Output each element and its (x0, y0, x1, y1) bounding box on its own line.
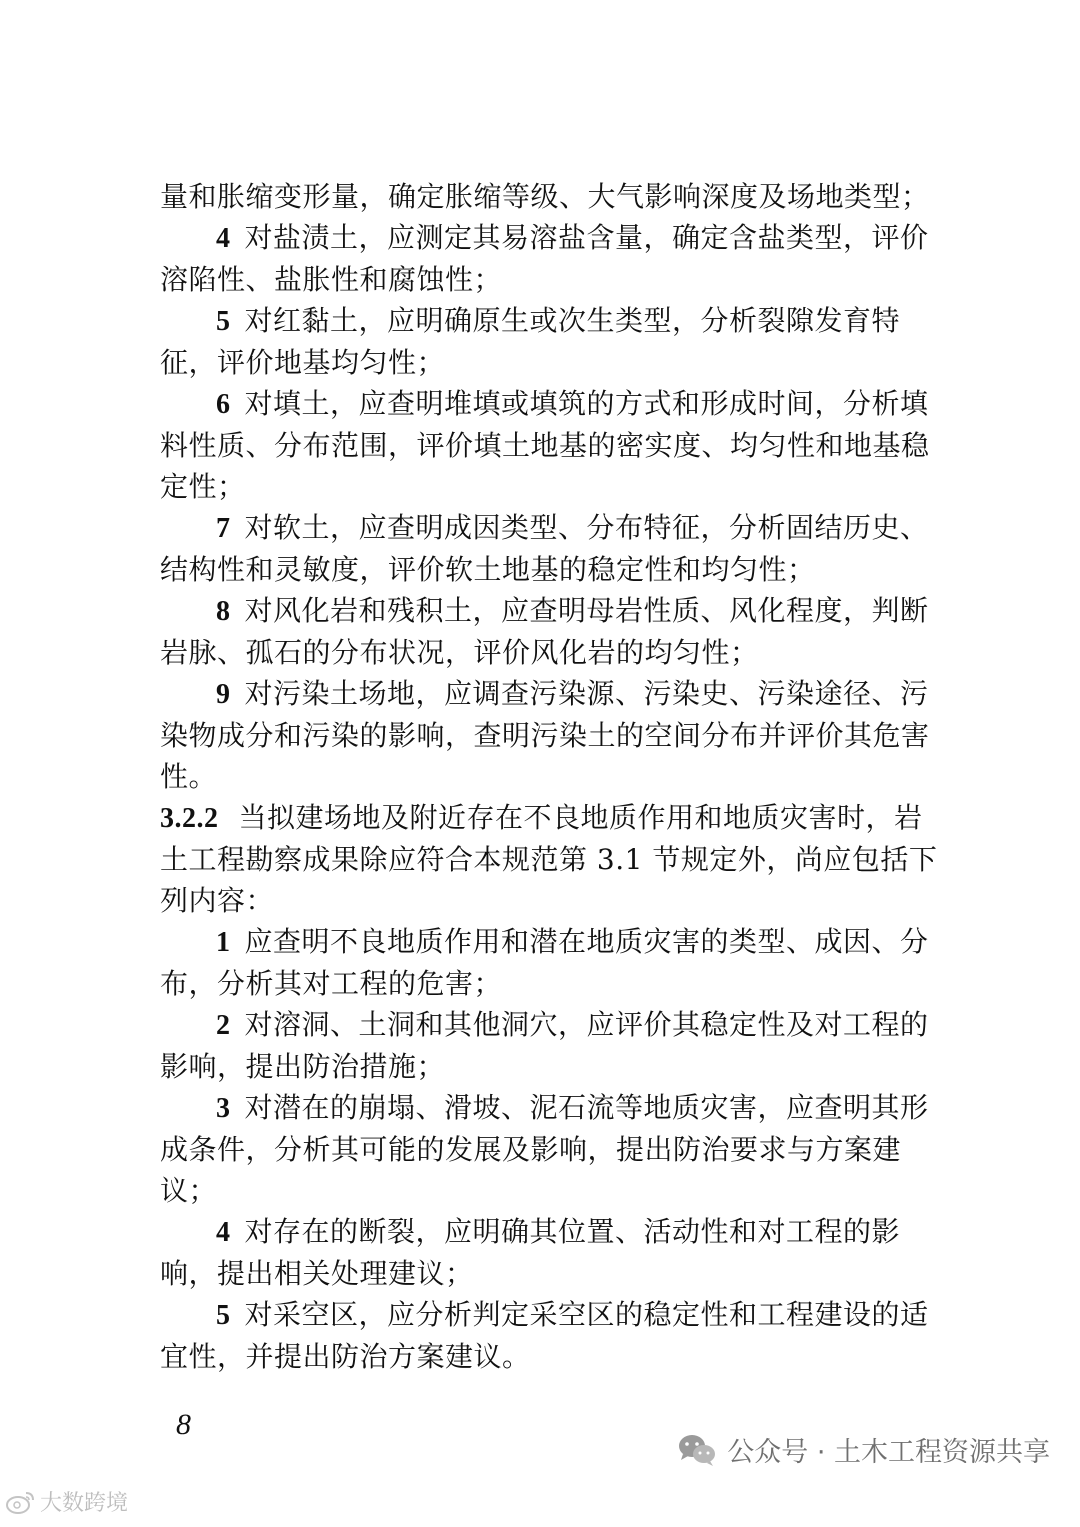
list-item (160, 673, 940, 797)
item-text: 对污染土场地，应调查污染源、污染史、污染途径、污染物成分和污染的影响，查明污染土的空间分布并评价其危害性。 (160, 677, 930, 793)
item-text: 对填土，应查明堆填或填筑的方式和形成时间，分析填料性质、分布范围，评价填土地基的密实度、均匀性和地基稳定性； (160, 387, 930, 503)
item-number: 4 (216, 1217, 231, 1248)
list-item (160, 217, 940, 300)
list-item (160, 1294, 940, 1377)
list-item (160, 590, 940, 673)
weibo-icon (6, 1489, 36, 1515)
item-text: 对潜在的崩塌、滑坡、泥石流等地质灾害，应查明其形成条件，分析其可能的发展及影响，提出防治要求与方案建议； (160, 1091, 929, 1207)
list-item (160, 300, 940, 383)
document-body (160, 176, 940, 1377)
page-number: 8 (176, 1408, 191, 1441)
item-number: 7 (216, 513, 231, 544)
item-text: 对红黏土，应明确原生或次生类型，分析裂隙发育特征，评价地基均匀性； (160, 304, 901, 379)
item-number: 6 (216, 389, 231, 420)
clause-text: 当拟建场地及附近存在不良地质作用和地质灾害时，岩土工程勘察成果除应符合本规范第 3.1 节规定外，尚应包括下列内容： (160, 801, 938, 917)
list-item (160, 921, 940, 1004)
list-item (160, 1211, 940, 1294)
item-number: 4 (216, 223, 231, 254)
item-number: 5 (216, 1300, 231, 1331)
item-text: 对盐渍土，应测定其易溶盐含量，确定含盐类型，评价溶陷性、盐胀性和腐蚀性； (160, 221, 929, 296)
item-text: 对采空区，应分析判定采空区的稳定性和工程建设的适宜性，并提出防治方案建议。 (160, 1298, 929, 1373)
item-number: 1 (216, 927, 231, 958)
item-text: 对溶洞、土洞和其他洞穴，应评价其稳定性及对工程的影响，提出防治措施； (160, 1008, 929, 1083)
item-text: 对软土，应查明成因类型、分布特征，分析固结历史、结构性和灵敏度，评价软土地基的稳定性和均匀性； (160, 511, 929, 586)
wechat-icon (677, 1433, 717, 1467)
paragraph-continuation (160, 176, 940, 217)
list-item (160, 1087, 940, 1211)
wechat-watermark (677, 1430, 1050, 1469)
list-item (160, 383, 940, 507)
item-number: 2 (216, 1010, 231, 1041)
paragraph-text: 量和胀缩变形量，确定胀缩等级、大气影响深度及场地类型； (160, 180, 930, 213)
clause-number: 3.2.2 (160, 803, 219, 834)
item-text: 对风化岩和残积土，应查明母岩性质、风化程度，判断岩脉、孤石的分布状况，评价风化岩的均匀性； (160, 594, 929, 669)
item-number: 8 (216, 596, 231, 627)
wechat-account-text: 公众号 · 土木工程资源共享 (727, 1437, 1050, 1468)
item-number: 3 (216, 1093, 231, 1124)
weibo-watermark (6, 1486, 128, 1517)
item-text: 应查明不良地质作用和潜在地质灾害的类型、成因、分布，分析其对工程的危害； (160, 925, 929, 1000)
item-text: 对存在的断裂，应明确其位置、活动性和对工程的影响，提出相关处理建议； (160, 1215, 901, 1290)
item-number: 5 (216, 306, 231, 337)
item-number: 9 (216, 679, 231, 710)
clause-paragraph (160, 797, 940, 921)
list-item (160, 1004, 940, 1087)
list-item (160, 507, 940, 590)
weibo-watermark-text: 大数跨境 (40, 1491, 129, 1516)
